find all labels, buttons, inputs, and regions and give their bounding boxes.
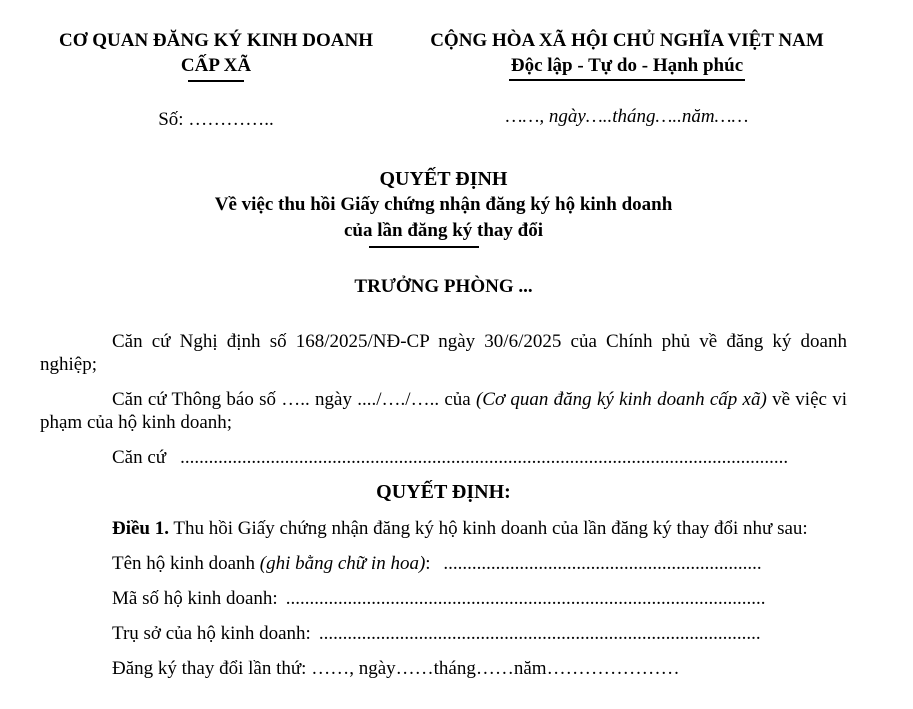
- legal-basis-paragraph-2: [40, 388, 847, 434]
- field-business-address-label: Trụ sở của hộ kinh doanh:: [112, 623, 311, 644]
- field-business-name-note: (ghi bằng chữ in hoa): [259, 553, 426, 574]
- legal-basis-paragraph-1: [40, 330, 847, 376]
- article-1-paragraph: [40, 517, 847, 540]
- field-business-code-label: Mã số hộ kinh doanh:: [112, 588, 278, 609]
- legal-basis-2-prefix: Căn cứ Thông báo số ….. ngày ..../…./….. của: [112, 389, 476, 410]
- field-business-address-dotted-line: .............................................................................................: [318, 623, 761, 644]
- legal-basis-paragraph-3: [40, 446, 847, 469]
- title-underline-rule: [369, 246, 479, 248]
- issuing-authority-title: TRƯỞNG PHÒNG ...: [354, 276, 533, 297]
- national-motto-line2: Độc lập - Tự do - Hạnh phúc: [509, 53, 745, 81]
- document-title: QUYẾT ĐỊNH: [379, 168, 508, 190]
- field-business-name-dotted-line: ...................................................................: [443, 553, 762, 574]
- legal-basis-2-suffix: về việc vi phạm của hộ kinh doanh;: [40, 389, 847, 433]
- document-body: [40, 330, 847, 680]
- document-subtitle-line2: của lần đăng ký thay đổi: [343, 220, 544, 241]
- field-business-address: [40, 622, 847, 645]
- legal-basis-1-text: Căn cứ Nghị định số 168/2025/NĐ-CP ngày 30/6/2025 của Chính phủ về đăng ký doanh nghiệp;: [40, 331, 847, 375]
- article-1-text: Thu hồi Giấy chứng nhận đăng ký hộ kinh doanh của lần đăng ký thay đổi như sau:: [169, 518, 808, 539]
- article-1-label: Điều 1.: [112, 518, 169, 539]
- field-registration-change-label: Đăng ký thay đổi lần thứ: ……, ngày……tháng……năm…………………: [112, 658, 680, 679]
- legal-basis-3-label: Căn cứ: [112, 447, 167, 468]
- document-number-line: Số: …………..: [158, 109, 274, 130]
- issuing-agency-line1: CƠ QUAN ĐĂNG KÝ KINH DOANH: [58, 30, 374, 51]
- legal-basis-3-dotted-line: ................................................................................................................................: [180, 447, 789, 468]
- document-title-block: [40, 166, 847, 300]
- field-business-name-colon: :: [425, 553, 436, 574]
- national-motto-line1: CỘNG HÒA XÃ HỘI CHỦ NGHĨA VIỆT NAM: [430, 30, 824, 51]
- field-business-name-label: Tên hộ kinh doanh: [112, 553, 260, 574]
- document-header: [40, 28, 847, 132]
- field-business-code: [40, 587, 847, 610]
- issuing-agency-line2: CẤP XÃ: [180, 55, 252, 76]
- agency-underline-rule: [188, 80, 244, 82]
- issuing-agency-block: [40, 28, 392, 132]
- decision-heading: QUYẾT ĐỊNH:: [376, 481, 511, 503]
- field-registration-change: [40, 657, 847, 680]
- national-motto-wrap: [407, 53, 847, 81]
- legal-basis-2-agency-placeholder: (Cơ quan đăng ký kinh doanh cấp xã): [475, 389, 767, 410]
- field-business-code-dotted-line: .....................................................................................................: [285, 588, 766, 609]
- field-business-name: [40, 552, 847, 575]
- place-date-line: ……, ngày…..tháng…..năm……: [505, 106, 749, 127]
- national-header-block: [407, 28, 847, 132]
- document-subtitle-line1: Về việc thu hồi Giấy chứng nhận đăng ký hộ kinh doanh: [214, 194, 673, 215]
